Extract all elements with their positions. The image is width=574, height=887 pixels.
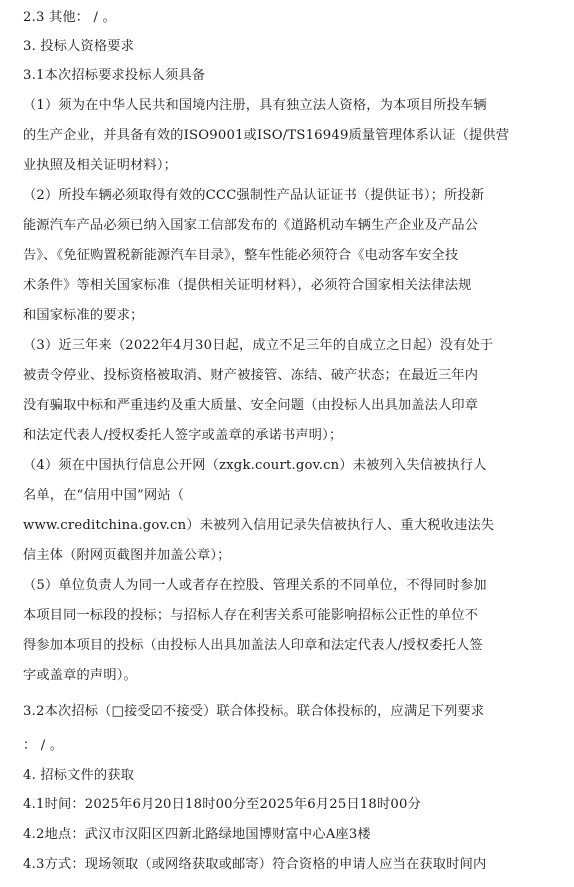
clause-4-line-2: 名单，在“信用中国”网站（ (23, 488, 185, 503)
clause-2-line-2: 能源汽车产品必须已纳入国家工信部发布的《道路机动车辆生产企业及产品公 (23, 218, 479, 233)
section-3-1-title: 3.1本次招标要求投标人须具备 (23, 68, 206, 83)
heading-tender-document-acquisition: 4. 招标文件的获取 (23, 768, 135, 783)
section-4-2-location: 4.2地点：武汉市汉阳区四新北路绿地国博财富中心A座3楼 (23, 827, 371, 842)
clause-4-line-4: 信主体（附网页截图并加盖公章）； (23, 548, 231, 563)
clause-2-line-5: 和国家标准的要求； (23, 308, 144, 323)
section-4-1-time: 4.1时间：2025年6月20日18时00分至2025年6月25日18时00分 (23, 797, 421, 812)
clause-4-line-1: （4）须在中国执行信息公开网（zxgk.court.gov.cn）未被列入失信被执行人 (23, 458, 487, 473)
clause-2-line-1: （2）所投车辆必须取得有效的CCC强制性产品认证证书（提供证书）；所投新 (23, 188, 485, 203)
clause-1-line-3: 业执照及相关证明材料）； (23, 158, 178, 173)
clause-5-line-4: 字或盖章的声明）。 (23, 668, 137, 683)
clause-4-line-3: www.creditchina.gov.cn）未被列入信用记录失信被执行人、重大税收违法失 (23, 518, 495, 533)
clause-1-line-2: 的生产企业，并具备有效的ISO9001或ISO/TS16949质量管理体系认证（提供营 (23, 128, 510, 143)
clause-3-line-4: 和法定代表人/授权委托人签字或盖章的承诺书声明）； (23, 428, 343, 443)
clause-5-line-1: （5）单位负责人为同一人或者存在控股、管理关系的不同单位，不得同时参加 (23, 578, 487, 593)
section-3-2-consortium: 3.2本次招标（□接受☑不接受）联合体投标。联合体投标的，应满足下列要求 (23, 704, 485, 719)
section-4-3-method: 4.3方式：现场领取（或网络获取或邮寄）符合资格的申请人应当在获取时间内 (23, 857, 487, 872)
clause-3-line-1: （3）近三年来（2022年4月30日起，成立不足三年的自成立之日起）没有处于 (23, 338, 494, 353)
clause-1-line-1: （1）须为在中华人民共和国境内注册，具有独立法人资格，为本项目所投车辆 (23, 98, 487, 113)
clause-3-line-2: 被责令停业、投标资格被取消、财产被接管、冻结、破产状态；在最近三年内 (23, 368, 479, 383)
clause-5-line-3: 得参加本项目的投标（由投标人出具加盖法人印章和法定代表人/授权委托人签 (23, 638, 483, 653)
section-2-3-other: 2.3 其他： / 。 (23, 10, 116, 25)
clause-2-line-4: 术条件》等相关国家标准（提供相关证明材料），必须符合国家相关法律法规 (23, 278, 472, 293)
clause-3-line-3: 没有骗取中标和严重违约及重大质量、安全问题（由投标人出具加盖法人印章 (23, 398, 479, 413)
section-3-2-requirements: ： / 。 (23, 738, 64, 753)
heading-bidder-qualification: 3. 投标人资格要求 (23, 39, 135, 54)
clause-5-line-2: 本项目同一标段的投标；与招标人存在利害关系可能影响招标公正性的单位不 (23, 608, 479, 623)
clause-2-line-3: 告》、《免征购置税新能源汽车目录》，整车性能必须符合《电动客车安全技 (23, 248, 459, 263)
